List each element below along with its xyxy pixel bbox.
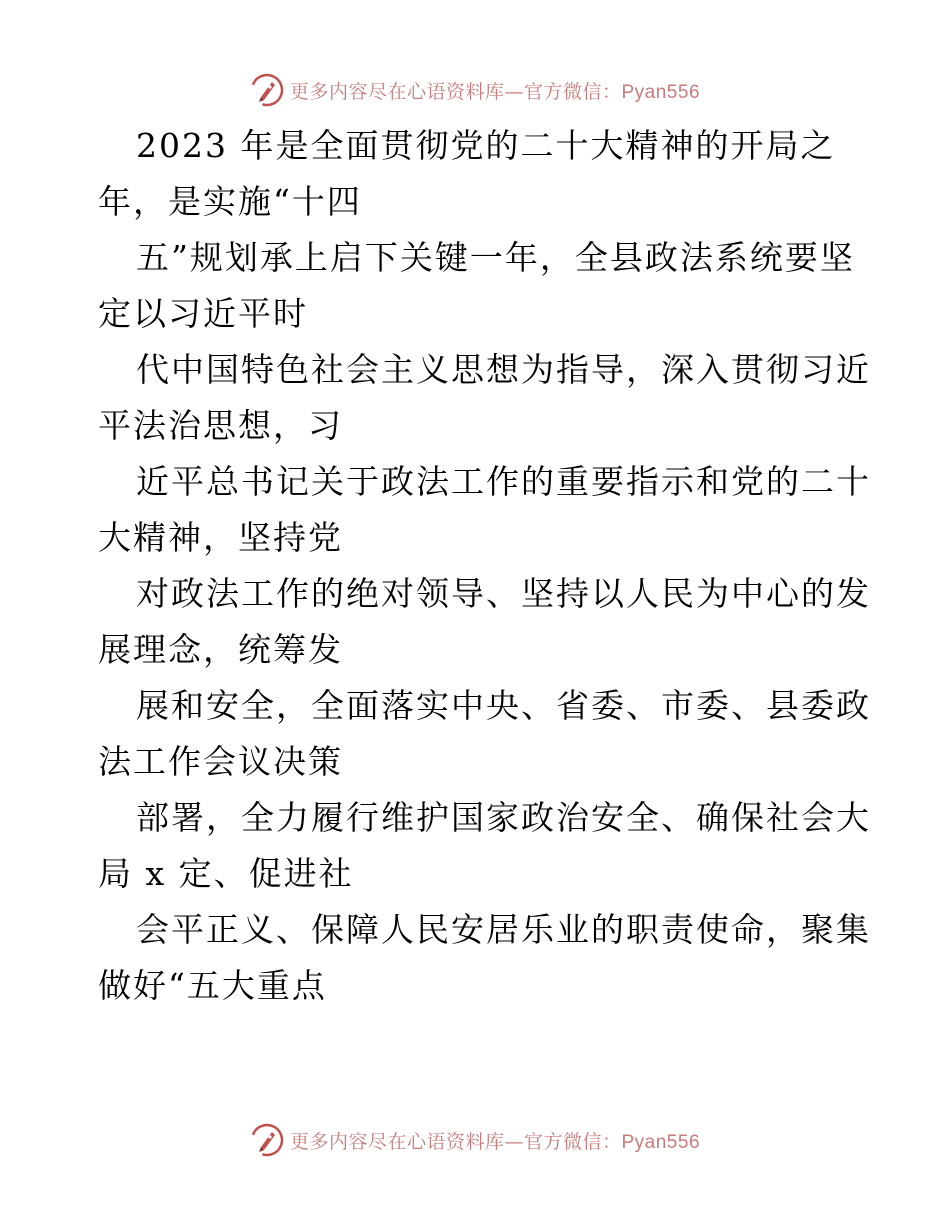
text-line: 部署，全力履行维护国家政治安全、确保社会大 xyxy=(136,798,871,837)
text-line: 平法治思想，习 xyxy=(98,406,343,445)
text-line: 做好“五大重点 xyxy=(98,966,327,1005)
text-line: 代中国特色社会主义思想为指导，深入贯彻习近 xyxy=(136,350,871,389)
footer-watermark xyxy=(0,1120,950,1160)
text-line: 法工作会议决策 xyxy=(98,742,343,781)
watermark-text: 更多内容尽在心语资料库—官方微信：Pyan556 xyxy=(289,1130,701,1153)
text-line: 2023 年是全面贯彻党的二十大精神的开局之 xyxy=(136,126,836,165)
text-line: 展和安全，全面落实中央、省委、市委、县委政 xyxy=(136,686,871,725)
pen-nib-logo-icon xyxy=(250,73,284,107)
document-body xyxy=(98,118,871,1014)
watermark-text: 更多内容尽在心语资料库—官方微信：Pyan556 xyxy=(289,80,701,103)
text-line: 年，是实施“十四 xyxy=(98,182,362,221)
text-line: 会平正义、保障人民安居乐业的职责使命，聚集 xyxy=(136,910,871,949)
header-watermark xyxy=(0,70,950,110)
text-line: 局 x 定、促进社 xyxy=(98,854,354,893)
text-line: 定以习近平时 xyxy=(98,294,308,333)
text-line: 近平总书记关于政法工作的重要指示和党的二十 xyxy=(136,462,871,501)
text-line: 展理念，统筹发 xyxy=(98,630,343,669)
text-line: 大精神，坚持党 xyxy=(98,518,343,557)
wechat-id: Pyan556 xyxy=(621,81,701,103)
text-line: 五”规划承上启下关键一年，全县政法系统要坚 xyxy=(136,238,855,277)
text-line: 对政法工作的绝对领导、坚持以人民为中心的发 xyxy=(136,574,871,613)
wechat-id: Pyan556 xyxy=(621,1131,701,1153)
pen-nib-logo-icon xyxy=(250,1123,284,1157)
